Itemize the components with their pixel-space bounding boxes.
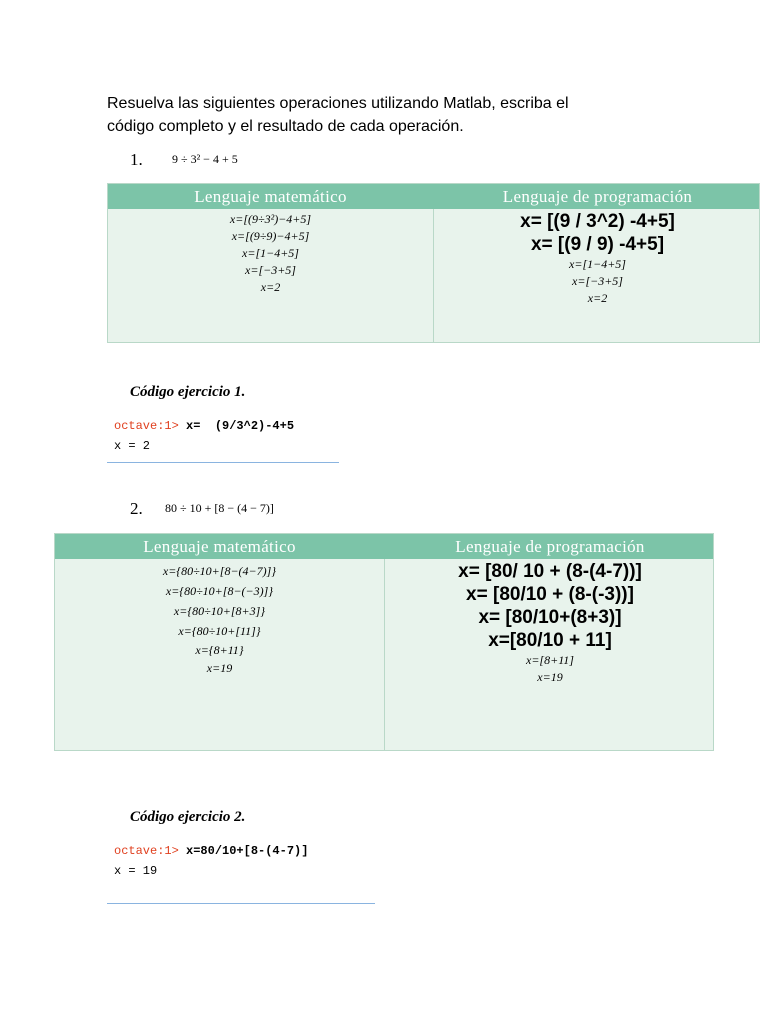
- header-math-language: Lenguaje matemático: [143, 537, 296, 556]
- instructions-line-1: Resuelva las siguientes operaciones utilizando Matlab, escriba el: [107, 95, 569, 112]
- problem-2-table: [54, 533, 714, 751]
- problem-2-expression: 80 ÷ 10 + [8 − (4 − 7)]: [165, 501, 274, 515]
- math-step: x=19: [206, 661, 233, 675]
- octave-result: x = 2: [114, 439, 151, 453]
- math-step: x=[−3+5]: [245, 263, 296, 277]
- code-block-1: [114, 416, 294, 456]
- code-caption-2: Código ejercicio 2.: [130, 809, 246, 825]
- math-step: x={80÷10+[8+3]}: [173, 604, 266, 618]
- octave-command: x= (9/3^2)-4+5: [178, 419, 295, 433]
- program-step: x= [(9 / 3^2) -4+5]: [520, 211, 675, 232]
- programming-column: [385, 559, 715, 686]
- math-step: x=[(9÷9)−4+5]: [231, 229, 310, 243]
- program-step: x=[80/10 + 11]: [488, 630, 612, 651]
- code-block-2: [114, 841, 308, 881]
- math-step: x={80÷10+[11]}: [178, 624, 261, 638]
- program-math-step: x=[−3+5]: [572, 274, 623, 288]
- math-column: [55, 559, 384, 677]
- code-separator-1: [107, 462, 339, 463]
- problem-1-expression: 9 ÷ 3² − 4 + 5: [172, 152, 238, 166]
- math-step: x=2: [260, 280, 281, 294]
- program-step: x= [80/10+(8+3)]: [478, 607, 622, 628]
- code-caption-1: Código ejercicio 1.: [130, 384, 246, 400]
- code-separator-2: [107, 903, 375, 904]
- math-step: x={80÷10+[8−(−3)]}: [165, 584, 274, 598]
- program-math-step: x=2: [587, 291, 608, 305]
- instructions: [107, 92, 667, 138]
- instructions-line-2: código completo y el resultado de cada operación.: [107, 118, 464, 135]
- program-step: x= [(9 / 9) -4+5]: [530, 234, 665, 255]
- programming-column: [434, 209, 761, 307]
- octave-command: x=80/10+[8-(4-7)]: [178, 844, 309, 858]
- math-step: x=[(9÷3²)−4+5]: [229, 212, 312, 226]
- header-programming-language: Lenguaje de programación: [502, 187, 693, 206]
- problem-1-number: 1.: [130, 150, 143, 169]
- math-column: [108, 209, 433, 296]
- octave-result: x = 19: [114, 864, 158, 878]
- header-programming-language: Lenguaje de programación: [455, 537, 645, 556]
- math-step: x={80÷10+[8−(4−7)]}: [162, 564, 277, 578]
- octave-prompt: octave:1>: [114, 844, 179, 858]
- problem-2-number: 2.: [130, 499, 143, 518]
- header-math-language: Lenguaje matemático: [194, 187, 347, 206]
- program-math-step: x=[1−4+5]: [569, 257, 626, 271]
- octave-prompt: octave:1>: [114, 419, 179, 433]
- problem-1-table: [107, 183, 760, 343]
- program-math-step: x=[8+11]: [526, 653, 574, 667]
- math-step: x={8+11}: [195, 643, 244, 657]
- program-step: x= [80/10 + (8-(-3))]: [466, 584, 634, 605]
- math-step: x=[1−4+5]: [242, 246, 299, 260]
- program-step: x= [80/ 10 + (8-(4-7))]: [458, 561, 642, 582]
- program-math-step: x=19: [537, 670, 563, 684]
